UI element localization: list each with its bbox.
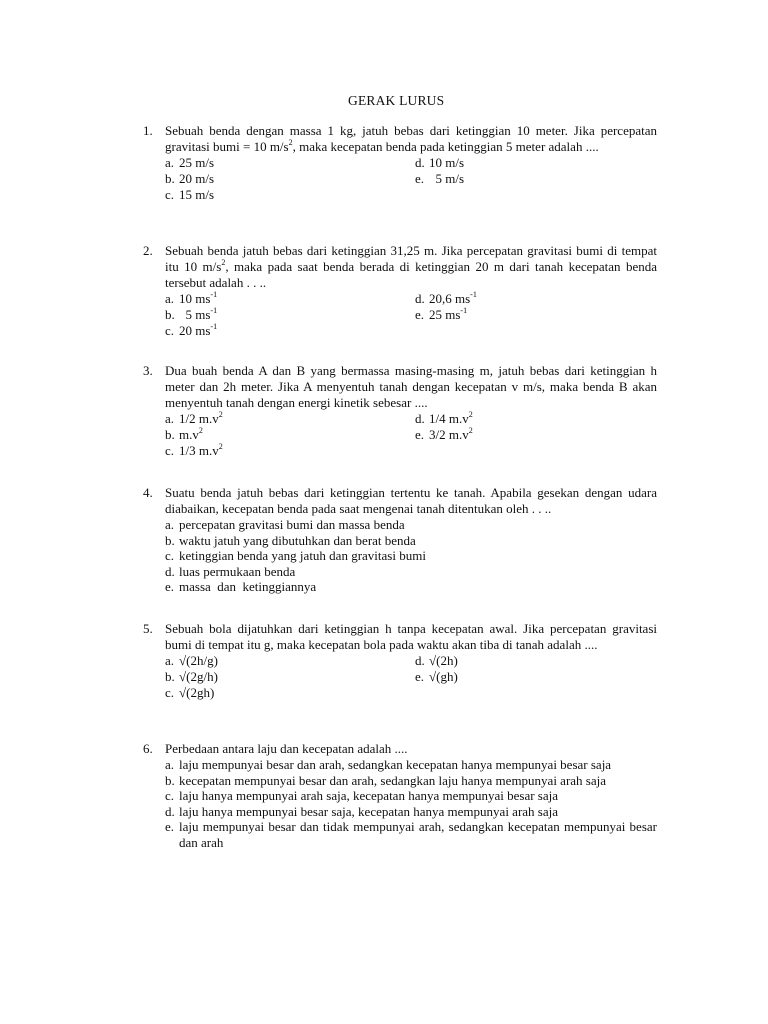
option-text: 25 m/s [179, 155, 215, 170]
answer-option [165, 307, 415, 323]
answer-option [165, 788, 657, 804]
option-label: e. [415, 427, 425, 442]
option-label: d. [165, 563, 175, 579]
option-text: 1/2 $m.v^2$ [179, 409, 223, 426]
question-number: 6. [143, 741, 153, 756]
option-text: 5 m/s [429, 171, 465, 186]
option-text: √(2g/h) [179, 669, 218, 684]
option-label: e. [415, 307, 425, 322]
question-text: Sebuah bola dijatuhkan dari ketinggian h tanpa kecepatan awal. Jika percepatan gravitasi bumi di tempat itu g, maka kecepatan bola pada waktu akan tiba di tanah adalah .... [165, 621, 657, 652]
option-label: d. [165, 803, 175, 819]
answer-option [165, 548, 657, 564]
answer-option [415, 155, 655, 171]
answer-option [165, 323, 415, 339]
answer-options [165, 155, 657, 203]
option-label: c. [165, 443, 175, 458]
option-text: 3/2 $m.v^2$ [429, 425, 473, 442]
answer-option [165, 427, 415, 443]
option-label: b. [165, 427, 175, 442]
answer-option [415, 171, 655, 187]
option-text: laju mempunyai besar dan arah, sedangkan kecepatan hanya mempunyai besar saja [179, 757, 612, 772]
option-label: a. [165, 155, 175, 170]
answer-options [165, 757, 657, 850]
answer-option [165, 155, 415, 171]
option-text: 20 $ms^{-1}$ [179, 321, 218, 338]
option-label: d. [415, 291, 425, 306]
answer-option [165, 187, 415, 203]
option-label: e. [165, 819, 175, 834]
answer-option [415, 307, 655, 323]
option-text: 1/4 $m.v^2$ [429, 409, 473, 426]
answer-option [165, 171, 415, 187]
question-3 [143, 363, 657, 459]
option-text: √(2h/g) [179, 653, 218, 668]
option-label: b. [165, 532, 175, 548]
answer-option [165, 773, 657, 789]
option-label: c. [165, 788, 175, 803]
option-text: luas permukaan benda [179, 563, 296, 579]
answer-option [415, 669, 655, 685]
option-text: 25 $ms^{-1}$ [429, 305, 468, 322]
answer-option [165, 669, 415, 685]
question-text: Dua buah benda A dan B yang bermassa masing-masing m, jatuh bebas dari ketinggian h meter dan 2h meter. Jika A menyentuh tanah dengan kecepatan v m/s, maka benda B akan menyentuh tanah dengan energi kinetik sebesar .... [165, 363, 657, 410]
answer-option [165, 291, 415, 307]
question-text: Sebuah benda dengan massa 1 kg, jatuh bebas dari ketinggian 10 meter. Jika percepatan gravitasi bumi = 10 $m/s^2$, maka kecepatan benda pada ketinggian 5 meter adalah .... [165, 123, 657, 154]
option-text: waktu jatuh yang dibutuhkan dan berat benda [179, 532, 416, 548]
question-1 [143, 123, 657, 203]
answer-option [415, 427, 655, 443]
option-text: 1/3 $m.v^2$ [179, 441, 223, 458]
question-number: 5. [143, 621, 153, 636]
option-text: 10 m/s [429, 155, 465, 170]
option-text: 5 $ms^{-1}$ [179, 305, 218, 322]
option-label: d. [415, 411, 425, 426]
question-number: 4. [143, 485, 153, 500]
answer-options [165, 653, 657, 701]
question-5 [143, 621, 657, 701]
option-label: a. [165, 411, 175, 426]
option-label: b. [165, 669, 175, 684]
answer-option [415, 291, 655, 307]
answer-options [165, 411, 657, 459]
answer-option [165, 564, 657, 580]
question-number: 1. [143, 123, 153, 138]
document-title: GERAK LURUS [348, 93, 445, 108]
option-text: massa dan ketinggiannya [179, 579, 317, 594]
option-label: e. [165, 579, 175, 594]
question-text: Perbedaan antara laju dan kecepatan adalah .... [165, 741, 408, 756]
answer-option [165, 804, 657, 820]
answer-options [165, 517, 657, 595]
option-text: 10 $ms^{-1}$ [179, 289, 218, 306]
option-label: c. [165, 685, 175, 700]
option-text: kecepatan mempunyai besar dan arah, sedangkan laju hanya mempunyai arah saja [179, 772, 607, 788]
option-text: 20,6 $ms^{-1}$ [429, 289, 477, 306]
option-label: b. [165, 307, 175, 322]
option-label: e. [415, 669, 425, 684]
option-text: $m.v^2$ [179, 425, 203, 442]
answer-option [165, 685, 415, 701]
answer-option [165, 411, 415, 427]
option-text: ketinggian benda yang jatuh dan gravitasi bumi [179, 548, 426, 563]
answer-option [165, 819, 657, 850]
question-text: Suatu benda jatuh bebas dari ketinggian tertentu ke tanah. Apabila gesekan dengan udara diabaikan, kecepatan benda pada saat mengenai tanah ditentukan oleh . . .. [165, 485, 657, 516]
question-4 [143, 485, 657, 595]
option-label: c. [165, 548, 175, 563]
answer-option [415, 411, 655, 427]
option-label: b. [165, 171, 175, 186]
option-label: a. [165, 517, 175, 532]
answer-option [165, 517, 657, 533]
option-text: percepatan gravitasi bumi dan massa benda [179, 517, 405, 532]
answer-option [165, 443, 415, 459]
option-label: a. [165, 757, 175, 772]
option-label: c. [165, 187, 175, 202]
answer-option [165, 579, 657, 595]
option-label: d. [415, 155, 425, 170]
option-text: √(2gh) [179, 685, 215, 700]
option-text: laju mempunyai besar dan tidak mempunyai arah, sedangkan kecepatan mempunyai besar dan arah [179, 819, 657, 850]
option-text: laju hanya mempunyai arah saja, kecepatan hanya mempunyai besar saja [179, 788, 559, 803]
question-number: 3. [143, 363, 153, 378]
option-label: a. [165, 291, 175, 306]
question-2 [143, 243, 657, 339]
answer-option [165, 757, 657, 773]
answer-option [165, 533, 657, 549]
question-6 [143, 741, 657, 850]
option-text: √(2h) [429, 653, 458, 668]
option-label: e. [415, 171, 425, 186]
answer-option [165, 653, 415, 669]
option-text: √(gh) [429, 669, 458, 684]
question-text: Sebuah benda jatuh bebas dari ketinggian 31,25 m. Jika percepatan gravitasi bumi di tempat itu 10 $m/s^2$, maka pada saat benda berada di ketinggian 20 m dari tanah kecepatan benda tersebut adalah . . .. [165, 243, 658, 290]
answer-options [165, 291, 657, 339]
option-text: 15 m/s [179, 187, 215, 202]
option-text: laju hanya mempunyai besar saja, kecepatan hanya mempunyai arah saja [179, 803, 559, 819]
option-label: c. [165, 323, 175, 338]
option-label: a. [165, 653, 175, 668]
option-label: b. [165, 772, 175, 788]
option-label: d. [415, 653, 425, 668]
option-text: 20 m/s [179, 171, 215, 186]
answer-option [415, 653, 655, 669]
question-number: 2. [143, 243, 153, 258]
